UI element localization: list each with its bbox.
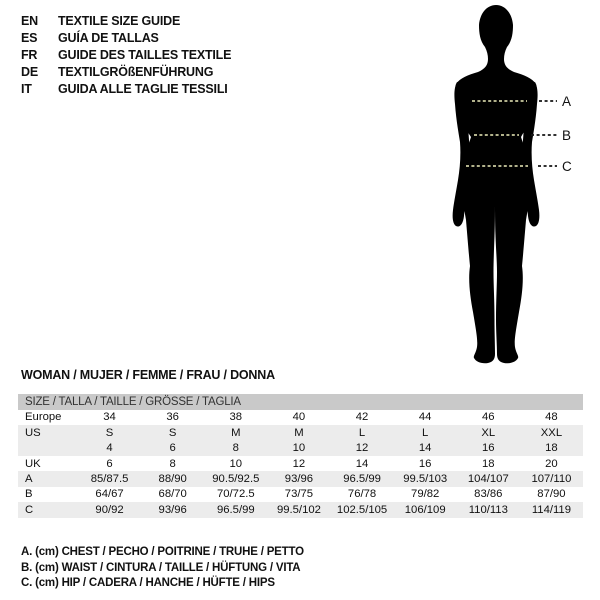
size-cell: 87/90 xyxy=(537,488,566,501)
size-cell: 6 xyxy=(169,442,176,455)
table-row xyxy=(18,471,583,486)
size-cell: L xyxy=(358,426,366,439)
size-cell: XXL xyxy=(540,426,563,439)
language-row xyxy=(21,64,231,81)
table-row xyxy=(18,487,583,502)
size-cell: 46 xyxy=(482,411,495,424)
title-language-list xyxy=(21,13,231,97)
size-cell: 34 xyxy=(103,411,116,424)
row-label: UK xyxy=(25,457,41,470)
size-cell: 79/82 xyxy=(411,488,440,501)
measurement-figure xyxy=(435,0,600,372)
size-cell: 4 xyxy=(106,442,113,455)
size-cell: 10 xyxy=(229,457,243,470)
size-cell: 38 xyxy=(229,411,243,424)
size-cell: 48 xyxy=(545,411,558,424)
size-cell: 44 xyxy=(418,411,432,424)
language-title: TEXTILGRÖßENFÜHRUNG xyxy=(58,65,214,80)
size-cell: 83/86 xyxy=(474,488,503,501)
size-cell: 107/110 xyxy=(531,473,572,486)
size-cell: 64/67 xyxy=(95,488,124,501)
table-row xyxy=(18,456,583,471)
language-row xyxy=(21,81,231,98)
size-cell: 40 xyxy=(292,411,306,424)
size-cell: 85/87.5 xyxy=(90,473,129,486)
size-cell: S xyxy=(168,426,177,439)
size-cell: 99.5/102 xyxy=(276,503,321,516)
row-label: B xyxy=(25,488,33,501)
size-cell: 102.5/105 xyxy=(336,503,388,516)
language-title: GUIDE DES TAILLES TEXTILE xyxy=(58,48,232,63)
size-table xyxy=(18,394,583,518)
size-cell: 96.5/99 xyxy=(216,503,255,516)
size-cell: 96.5/99 xyxy=(343,473,381,486)
language-code: IT xyxy=(21,82,32,96)
size-cell: 14 xyxy=(418,442,432,455)
size-cell: 99.5/103 xyxy=(403,473,448,486)
size-cell: 90.5/92.5 xyxy=(212,473,260,486)
size-cell: 110/113 xyxy=(468,503,508,516)
size-cell: 93/96 xyxy=(284,473,314,486)
language-row xyxy=(21,47,231,64)
row-label: Europe xyxy=(25,411,62,424)
size-cell: 14 xyxy=(355,457,369,470)
size-cell: XL xyxy=(481,426,496,439)
row-label: C xyxy=(25,503,34,516)
size-cell: 73/75 xyxy=(284,488,314,501)
table-row xyxy=(18,502,583,517)
hip-line-label: C xyxy=(562,159,572,174)
language-code: FR xyxy=(21,48,38,63)
size-cell: 76/78 xyxy=(347,488,377,501)
size-cell: 90/92 xyxy=(95,503,124,516)
size-cell: 18 xyxy=(545,442,558,455)
size-cell: 104/107 xyxy=(467,473,509,486)
chest-line-label: A xyxy=(562,94,572,109)
size-cell: 93/96 xyxy=(158,503,187,516)
language-row xyxy=(21,13,231,30)
size-cell: 88/90 xyxy=(158,473,187,486)
size-cell: 68/70 xyxy=(158,488,187,501)
size-table-header: SIZE / TALLA / TAILLE / GRÖSSE / TAGLIA xyxy=(18,394,583,410)
waist-line-label: B xyxy=(562,128,572,143)
legend-line: A. (cm) CHEST / PECHO / POITRINE / TRUHE / PETTO xyxy=(21,545,304,558)
size-cell: 8 xyxy=(169,457,176,470)
language-title: GUIDA ALLE TAGLIE TESSILI xyxy=(58,82,228,96)
measurement-legend xyxy=(21,544,304,591)
size-cell: 20 xyxy=(545,457,558,470)
row-label: A xyxy=(25,473,33,486)
size-cell: M xyxy=(231,426,241,439)
section-heading: WOMAN / MUJER / FEMME / FRAU / DONNA xyxy=(21,368,275,382)
language-code: DE xyxy=(21,65,38,80)
size-cell: 42 xyxy=(355,411,369,424)
size-cell: 70/72.5 xyxy=(216,488,255,501)
size-cell: 106/109 xyxy=(404,503,446,516)
language-code: ES xyxy=(21,31,38,46)
language-title: GUÍA DE TALLAS xyxy=(58,31,159,46)
size-cell: 18 xyxy=(482,457,495,470)
size-cell: 6 xyxy=(106,457,113,470)
legend-line: C. (cm) HIP / CADERA / HANCHE / HÜFTE / HIPS xyxy=(21,577,275,590)
table-row xyxy=(18,410,583,425)
language-code: EN xyxy=(21,14,38,29)
table-row xyxy=(18,425,583,440)
size-cell: 36 xyxy=(166,411,179,424)
size-cell: S xyxy=(105,426,114,439)
size-cell: 16 xyxy=(482,442,495,455)
legend-line: B. (cm) WAIST / CINTURA / TAILLE / HÜFTUNG / VITA xyxy=(21,561,301,574)
language-row xyxy=(21,30,231,47)
woman-figure-svg xyxy=(435,0,600,372)
size-cell: 12 xyxy=(292,457,306,470)
size-table-rows xyxy=(18,410,583,518)
size-cell: 16 xyxy=(418,457,432,470)
size-cell: 8 xyxy=(232,442,239,455)
size-cell: 12 xyxy=(355,442,369,455)
row-label: US xyxy=(25,426,41,439)
size-cell: 10 xyxy=(292,442,306,455)
size-cell: M xyxy=(294,426,304,439)
size-cell: 114/119 xyxy=(531,503,572,516)
language-title: TEXTILE SIZE GUIDE xyxy=(58,14,181,29)
size-cell: L xyxy=(422,426,429,439)
table-row xyxy=(18,441,583,456)
